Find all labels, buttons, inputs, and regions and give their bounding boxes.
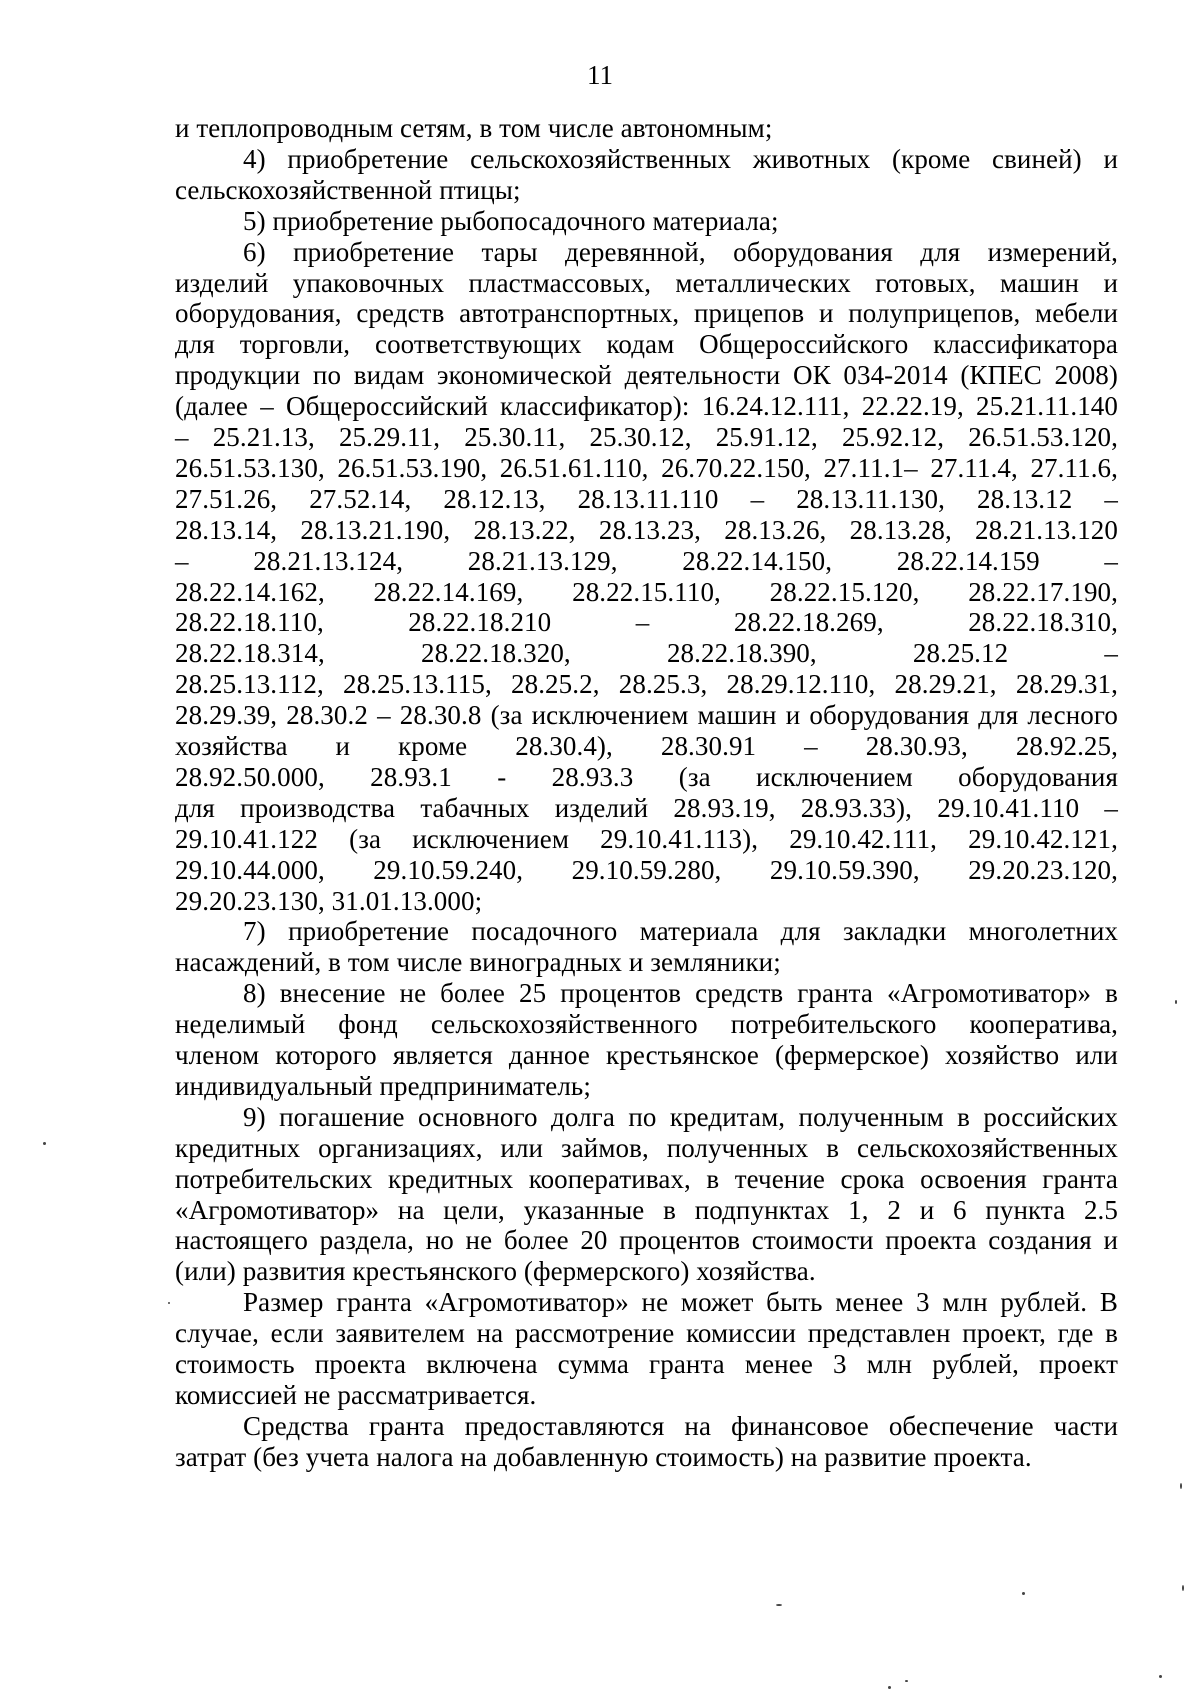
text-line: 28.22.18.110, 28.22.18.210 – 28.22.18.269, 28.22.18.310, [175,607,1118,638]
text-line: 6) приобретение тары деревянной, оборудования для измерений, [243,236,1118,267]
scan-speck [888,1686,891,1689]
text-line: для производства табачных изделий 28.93.19, 28.93.33), 29.10.41.110 – [175,792,1118,823]
scan-speck [168,1302,170,1304]
text-line: неделимый фонд сельскохозяйственного потребительского кооператива, [175,1009,1118,1040]
text-line: 28.29.39, 28.30.2 – 28.30.8 (за исключением машин и оборудования для лесного [175,700,1118,731]
text-line: настоящего раздела, но не более 20 процентов стоимости проекта создания и [175,1225,1118,1256]
text-line: 28.92.50.000, 28.93.1 - 28.93.3 (за исключением оборудования [175,761,1118,792]
text-line: 4) приобретение сельскохозяйственных животных (кроме свиней) и [243,143,1118,174]
text-line: стоимость проекта включена сумма гранта менее 3 млн рублей, проект [175,1349,1118,1379]
text-line: 27.51.26, 27.52.14, 28.12.13, 28.13.11.110 – 28.13.11.130, 28.13.12 – [175,483,1118,514]
text-line: 28.25.13.112, 28.25.13.115, 28.25.2, 28.25.3, 28.29.12.110, 28.29.21, 28.29.31, [175,669,1118,700]
text-line: изделий упаковочных пластмассовых, металлических готовых, машин и [175,267,1118,298]
text-line: продукции по видам экономической деятельности ОК 034-2014 (КПЕС 2008) [175,360,1118,391]
text-line: «Агромотиватор» на цели, указанные в подпунктах 1, 2 и 6 пункта 2.5 [175,1194,1118,1225]
text-line: Средства гранта предоставляются на финансовое обеспечение части [243,1410,1118,1441]
scan-speck [776,1604,782,1606]
text-line: 29.20.23.130, 31.01.13.000; [175,885,483,916]
scan-speck [1159,1675,1162,1678]
text-line: 9) погашение основного долга по кредитам, полученным в российских [243,1101,1118,1132]
text-line: – 28.21.13.124, 28.21.13.129, 28.22.14.150, 28.22.14.159 – [175,545,1118,576]
text-line: 28.22.18.314, 28.22.18.320, 28.22.18.390, 28.25.12 – [175,638,1118,669]
text-line: – 25.21.13, 25.29.11, 25.30.11, 25.30.12, 25.91.12, 25.92.12, 26.51.53.120, [175,422,1118,452]
text-line: затрат (без учета налога на добавленную стоимость) на развитие проекта. [175,1441,1032,1472]
text-line: комиссией не рассматривается. [175,1379,537,1410]
text-line: Размер гранта «Агромотиватор» не может быть менее 3 млн рублей. В [243,1287,1118,1318]
text-line: (далее – Общероссийский классификатор): 16.24.12.111, 22.22.19, 25.21.11.140 [175,391,1118,422]
text-line: 29.10.44.000, 29.10.59.240, 29.10.59.280, 29.10.59.390, 29.20.23.120, [175,854,1118,885]
scan-speck [43,1142,46,1145]
text-line: (или) развития крестьянского (фермерского) хозяйства. [175,1256,816,1287]
scan-speck [1182,1585,1184,1591]
text-line: потребительских кредитных кооперативах, в течение срока освоения гранта [175,1163,1118,1194]
text-line: 29.10.41.122 (за исключением 29.10.41.113), 29.10.42.111, 29.10.42.121, [175,823,1118,854]
text-line: случае, если заявителем на рассмотрение комиссии представлен проект, где в [175,1318,1118,1349]
text-line: 8) внесение не более 25 процентов средств гранта «Агромотиватор» в [243,978,1118,1009]
text-line: и теплопроводным сетям, в том числе автономным; [175,113,773,143]
text-line: 28.22.14.162, 28.22.14.169, 28.22.15.110, 28.22.15.120, 28.22.17.190, [175,576,1118,607]
scan-speck [1180,1483,1182,1489]
text-line: оборудования, средств автотранспортных, прицепов и полуприцепов, мебели [175,298,1118,329]
text-line: 5) приобретение рыбопосадочного материала; [243,205,779,236]
scan-speck [1022,1592,1025,1595]
text-line: для торговли, соответствующих кодам Общероссийского классификатора [175,329,1118,360]
text-line: 26.51.53.130, 26.51.53.190, 26.51.61.110, 26.70.22.150, 27.11.1– 27.11.4, 27.11.6, [175,452,1118,483]
text-line: кредитных организациях, или займов, полученных в сельскохозяйственных [175,1132,1118,1163]
page-number: 11 [587,60,613,90]
scan-speck [905,1680,908,1682]
text-line: сельскохозяйственной птицы; [175,174,521,205]
text-line: хозяйства и кроме 28.30.4), 28.30.91 – 28.30.93, 28.92.25, [175,731,1118,761]
text-line: индивидуальный предприниматель; [175,1070,591,1101]
text-line: 28.13.14, 28.13.21.190, 28.13.22, 28.13.23, 28.13.26, 28.13.28, 28.21.13.120 [175,514,1118,545]
text-line: насаждений, в том числе виноградных и земляники; [175,947,781,978]
text-line: членом которого является данное крестьянское (фермерское) хозяйство или [175,1040,1118,1070]
text-line: 7) приобретение посадочного материала для закладки многолетних [243,916,1118,947]
scan-speck [1175,1000,1177,1004]
